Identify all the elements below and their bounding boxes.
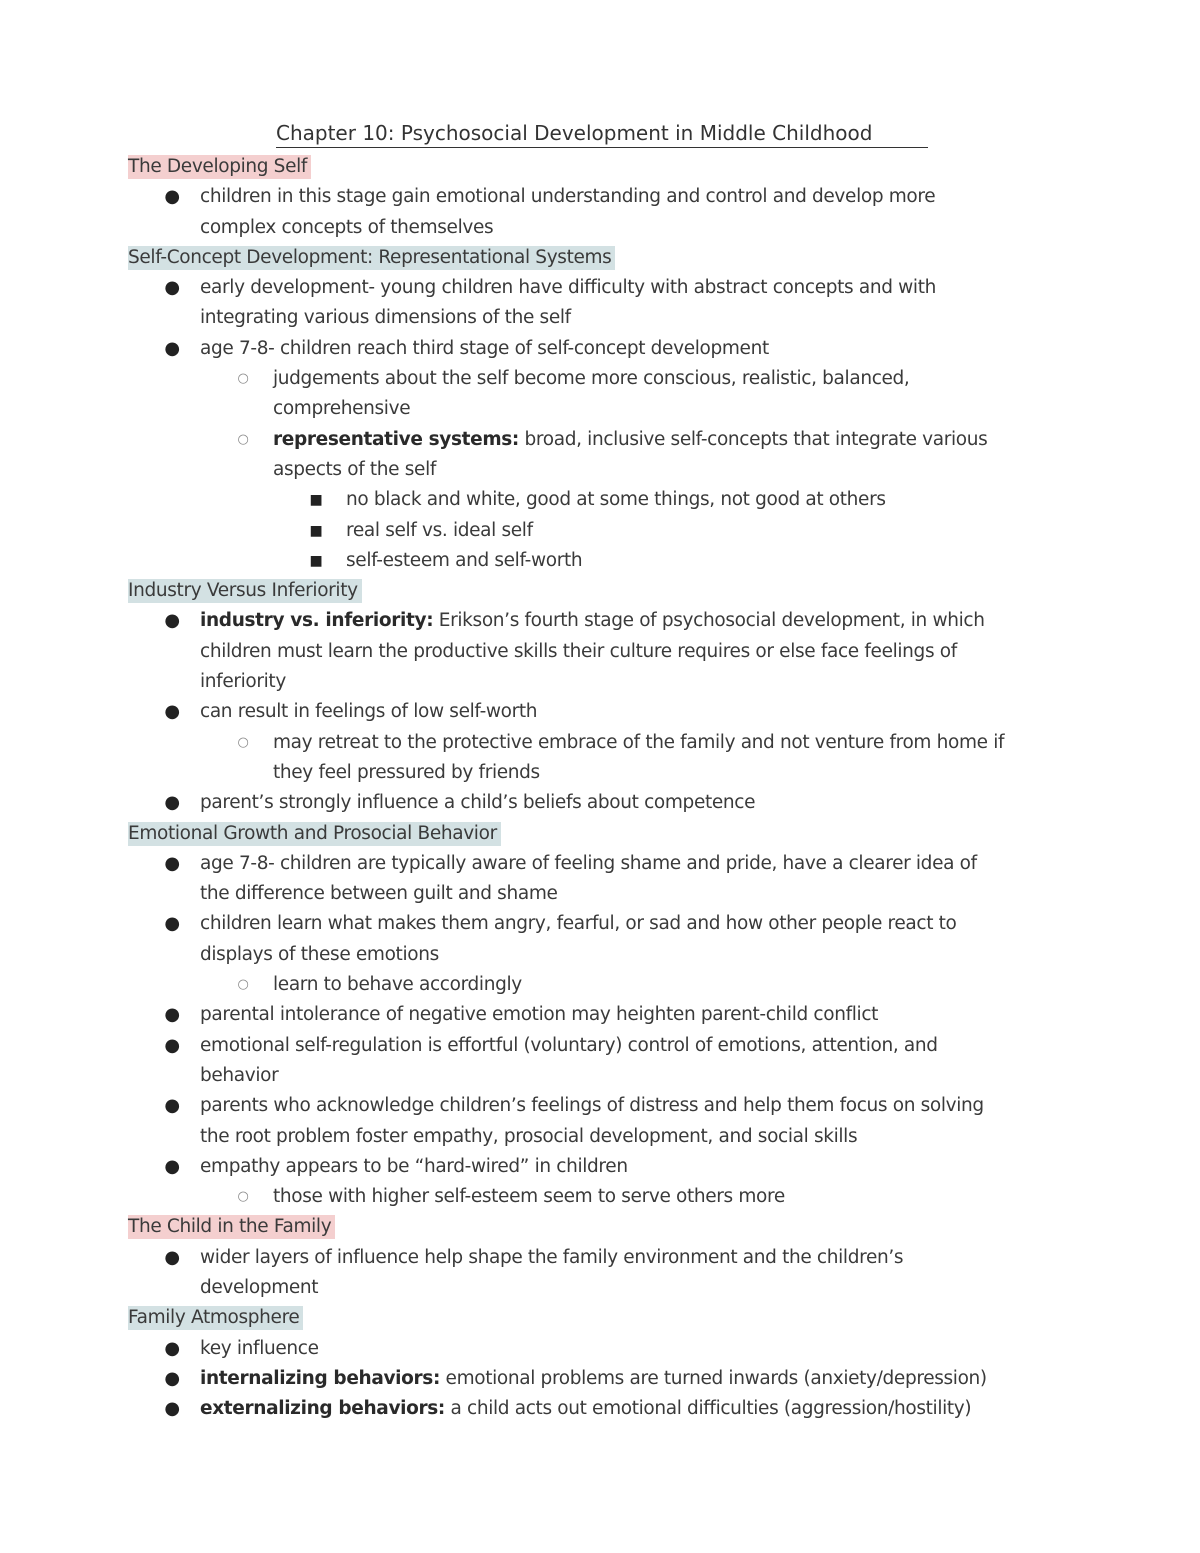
list-item: [128, 182, 1008, 212]
section-heading-text: Family Atmosphere: [128, 1306, 303, 1330]
list-item: [128, 485, 1008, 515]
bullet-icon: ●: [164, 792, 180, 814]
section-heading-text: The Developing Self: [128, 155, 311, 179]
hollow-bullet-icon: ○: [237, 977, 249, 993]
list-item-text: parents who acknowledge children’s feelings of distress and help them focus on solving: [200, 1095, 984, 1117]
list-item: [128, 334, 1008, 364]
list-item-text: parental intolerance of negative emotion may heighten parent-child conflict: [200, 1004, 879, 1026]
list-item-text: can result in feelings of low self-worth: [200, 701, 538, 723]
list-item: [128, 1364, 1008, 1394]
list-item-text: parent’s strongly influence a child’s beliefs about competence: [200, 792, 756, 814]
document-title: Chapter 10: Psychosocial Development in Middle Childhood: [276, 119, 928, 148]
section-heading-text: Emotional Growth and Prosocial Behavior: [128, 822, 501, 846]
hollow-bullet-icon: ○: [237, 1189, 249, 1205]
section-heading: [128, 1212, 1008, 1242]
list-item-continuation: [128, 637, 1008, 667]
list-item: [128, 849, 1008, 879]
section-heading-text: Industry Versus Inferiority: [128, 579, 362, 603]
list-item-text: displays of these emotions: [200, 943, 439, 965]
list-item-text: a child acts out emotional difficulties (aggression/hostility): [444, 1398, 972, 1420]
list-item-text: emotional self-regulation is effortful (voluntary) control of emotions, attention, and: [200, 1034, 938, 1056]
list-item-text: the root problem foster empathy, prosocial development, and social skills: [200, 1125, 858, 1147]
list-item-continuation: [128, 879, 1008, 909]
list-item-continuation: [128, 455, 1008, 485]
square-bullet-icon: ■: [309, 522, 323, 539]
list-item: [128, 273, 1008, 303]
list-item-text: early development- young children have difficulty with abstract concepts and with: [200, 277, 936, 299]
list-item-text: children must learn the productive skills their culture requires or else face feelings of: [200, 640, 957, 662]
list-item: [128, 1091, 1008, 1121]
list-item-text: children in this stage gain emotional understanding and control and develop more: [200, 186, 936, 208]
bullet-icon: ●: [164, 1246, 180, 1268]
list-item-text: integrating various dimensions of the self: [200, 307, 571, 329]
term-label: internalizing behaviors:: [200, 1367, 441, 1389]
list-item-text: wider layers of influence help shape the family environment and the children’s: [200, 1246, 904, 1268]
list-item: [128, 606, 1008, 636]
list-item-text: key influence: [200, 1337, 319, 1359]
list-item-text: age 7-8- children are typically aware of feeling shame and pride, have a clearer idea of: [200, 852, 977, 874]
list-item-text: comprehensive: [273, 398, 411, 420]
list-item: [128, 697, 1008, 727]
section-heading-text: Self-Concept Development: Representational Systems: [128, 246, 615, 270]
list-item-text: children learn what makes them angry, fearful, or sad and how other people react to: [200, 913, 957, 935]
list-item-text: development: [200, 1276, 319, 1298]
list-item-continuation: [128, 1061, 1008, 1091]
list-item-text: judgements about the self become more conscious, realistic, balanced,: [273, 368, 910, 390]
hollow-bullet-icon: ○: [237, 734, 249, 750]
bullet-icon: ●: [164, 1398, 180, 1420]
list-item-text: self-esteem and self-worth: [346, 549, 583, 571]
list-item-text: learn to behave accordingly: [273, 974, 522, 996]
list-item: [128, 1243, 1008, 1273]
list-item-text: complex concepts of themselves: [200, 216, 494, 238]
section-heading: [128, 819, 1008, 849]
section-heading: [128, 152, 1008, 182]
list-item-text: those with higher self-esteem seem to serve others more: [273, 1186, 785, 1208]
list-item-text: age 7-8- children reach third stage of self-concept development: [200, 337, 769, 359]
term-label: externalizing behaviors:: [200, 1398, 445, 1420]
list-item-text: emotional problems are turned inwards (anxiety/depression): [440, 1367, 987, 1389]
section-heading: [128, 1303, 1008, 1333]
list-item: [128, 516, 1008, 546]
list-item: [128, 970, 1008, 1000]
list-item: [128, 788, 1008, 818]
list-item-text: broad, inclusive self-concepts that integrate various: [518, 428, 988, 450]
bullet-icon: ●: [164, 277, 180, 299]
term-label: representative systems:: [273, 428, 519, 450]
list-item-text: the difference between guilt and shame: [200, 883, 558, 905]
list-item-text: aspects of the self: [273, 458, 437, 480]
list-item: [128, 1152, 1008, 1182]
list-item: [128, 728, 1008, 758]
bullet-icon: ●: [164, 610, 180, 632]
list-item-text: no black and white, good at some things, not good at others: [346, 489, 886, 511]
section-heading: [128, 243, 1008, 273]
hollow-bullet-icon: ○: [237, 371, 249, 387]
bullet-icon: ●: [164, 1004, 180, 1026]
list-item: [128, 364, 1008, 394]
list-item-text: Erikson’s fourth stage of psychosocial development, in which: [433, 610, 985, 632]
list-item-continuation: [128, 667, 1008, 697]
bullet-icon: ●: [164, 1367, 180, 1389]
list-item-continuation: [128, 1122, 1008, 1152]
bullet-icon: ●: [164, 1155, 180, 1177]
list-item: [128, 425, 1008, 455]
term-label: industry vs. inferiority:: [200, 610, 434, 632]
list-item-continuation: [128, 303, 1008, 333]
list-item-text: real self vs. ideal self: [346, 519, 533, 541]
hollow-bullet-icon: ○: [237, 431, 249, 447]
list-item: [128, 909, 1008, 939]
list-item-continuation: [128, 394, 1008, 424]
square-bullet-icon: ■: [309, 492, 323, 509]
bullet-icon: ●: [164, 701, 180, 723]
section-heading: [128, 576, 1008, 606]
list-item-continuation: [128, 940, 1008, 970]
list-item: [128, 1182, 1008, 1212]
bullet-icon: ●: [164, 1095, 180, 1117]
bullet-icon: ●: [164, 1337, 180, 1359]
list-item-continuation: [128, 213, 1008, 243]
list-item-text: empathy appears to be “hard-wired” in children: [200, 1155, 628, 1177]
bullet-icon: ●: [164, 852, 180, 874]
list-item: [128, 1031, 1008, 1061]
list-item: [128, 1000, 1008, 1030]
bullet-icon: ●: [164, 1034, 180, 1056]
list-item-text: behavior: [200, 1064, 279, 1086]
list-item-text: they feel pressured by friends: [273, 761, 540, 783]
list-item-text: inferiority: [200, 671, 286, 693]
list-item-continuation: [128, 1273, 1008, 1303]
bullet-icon: ●: [164, 186, 180, 208]
bullet-icon: ●: [164, 913, 180, 935]
list-item: [128, 546, 1008, 576]
list-item-continuation: [128, 758, 1008, 788]
list-item: [128, 1394, 1008, 1424]
section-heading-text: The Child in the Family: [128, 1215, 335, 1239]
square-bullet-icon: ■: [309, 552, 323, 569]
document-body: [128, 152, 1008, 1424]
list-item: [128, 1334, 1008, 1364]
list-item-text: may retreat to the protective embrace of the family and not venture from home if: [273, 731, 1005, 753]
bullet-icon: ●: [164, 337, 180, 359]
